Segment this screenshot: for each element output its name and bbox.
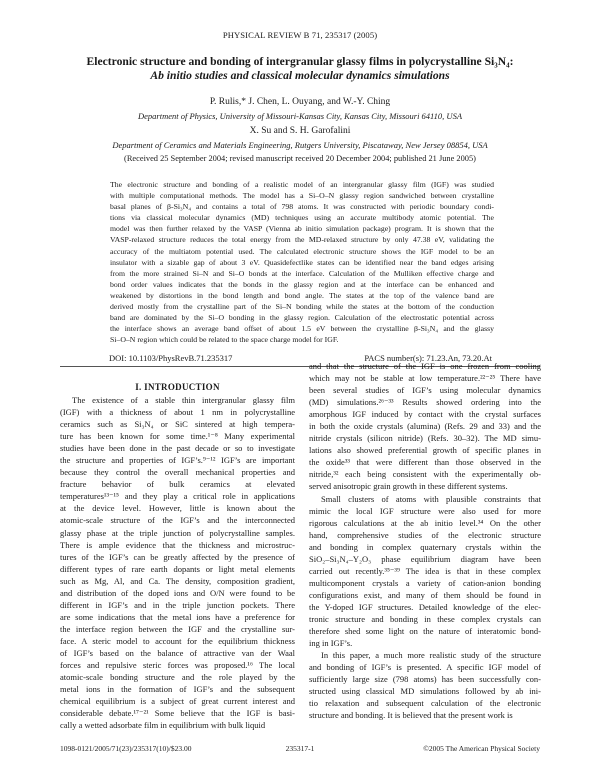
text-line: There is ample evidence that the thickness and microstruc- — [60, 539, 295, 550]
text-line: such as Mg, Al, and Ca. The density, composition gradient, — [60, 575, 295, 586]
text-line: forces and repulsive steric forces was proposed.¹⁶ The local — [60, 660, 295, 671]
text-line: face. A steric model to account for the equilibrium thickness — [60, 635, 295, 646]
text-line: studies have been done in the past decade or so to investigate — [60, 443, 295, 454]
text-line: the Y-doped IGF structures. Detailed knowledge of the elec- — [309, 601, 541, 612]
text-line: mimic the local IGF structure were also used for more — [309, 505, 541, 516]
title-rest-part: studies and classical molecular dynamics simulations — [191, 69, 450, 83]
text-line: amorphous IGF induced by contact with the crystal surfaces — [309, 409, 541, 420]
text-line: in both the oxide crystals (alumina) (Refs. 29 and 33) and the — [309, 421, 541, 432]
text-line: chemical equilibrium is a subject of great current interest and — [60, 696, 295, 707]
title-line-2 — [60, 69, 540, 83]
text-line: SiO₂–Si₃N₄–Y₂O₃ phase equilibrium diagram have been — [309, 553, 541, 564]
text-line: structure and bonding. It is believed that the present work is — [309, 710, 513, 721]
text-line: insulator with a sizable gap of about 3 eV. Quasidefectlike states can be identified near the band edges arising — [110, 257, 494, 267]
text-line: tronic structure and bonding in these complex crystals can — [309, 613, 541, 624]
text-line: VASP-relaxed structure reduces the total energy from the MD-relaxed structure by only 47.38 eV, validating the — [110, 235, 494, 245]
text-line: hand, comprehensive studies of the electronic structure — [309, 529, 541, 540]
text-line: the interface shows an average band offset of about 1.5 eV between the crystalline β-Si₃N₄ and the glassy — [110, 324, 494, 334]
text-line: multicomponent crystals a variety of cation-anion bonding — [309, 577, 541, 588]
text-line: and distribution of the doped ions and O/N were found to be — [60, 587, 295, 598]
text-line: rigorous calculations at the ab initio level.³⁴ On the other — [309, 517, 541, 528]
section-heading: I. INTRODUCTION — [135, 382, 220, 392]
text-line: therefore shed some light on the nature of interatomic bond- — [309, 626, 541, 637]
text-line: lations also showed preferential growth of specific planes in — [309, 445, 541, 456]
text-line: sufficiently large size (798 atoms) has been successfully con- — [309, 674, 541, 685]
right-column — [309, 360, 541, 721]
running-head: PHYSICAL REVIEW B 71, 235317 (2005) — [222, 30, 378, 40]
text-line: basal planes of β-Si₃N₄ and contains a total of 798 atoms. It was constructed with periodic boundary condi- — [110, 202, 494, 212]
text-line: glassy phase at the triple junction of polycrystalline samples. — [60, 527, 295, 538]
text-line: accuracy of the multiatom potential used. The calculated electronic structure shows the IGF model to be an — [110, 246, 494, 256]
text-line: different types of rare earth dopants or light metal elements — [60, 563, 295, 574]
text-line: with multiple computational methods. The model has a Si–O–N glassy region sandwiched between crystalline — [110, 191, 494, 201]
text-line: In this paper, a much more realistic study of the structure — [321, 650, 541, 661]
text-line: tures of the IGF’s can be greatly affected by the presence of — [60, 551, 295, 562]
text-line: ceramics such as Si₃N₄ or SiC sintered at high tempera- — [60, 419, 295, 430]
text-line: cally a wetted adsorbate film in equilibrium with bulk liquid — [60, 720, 266, 731]
text-line: tio relaxation and subsequent calculation of the electronic — [309, 698, 541, 709]
text-line: the structure and properties of IGF’s.⁹⁻¹² IGF’s are important — [60, 455, 295, 466]
text-line: different in IGF’s and in the triple junction pockets. There — [60, 599, 295, 610]
authors-group-1: P. Rulis,* J. Chen, L. Ouyang, and W.-Y. Ching — [209, 97, 391, 107]
text-line: and bonding in complex quaternary crystals within the — [309, 541, 541, 552]
text-line: structed using classical MD simulations followed by ab ini- — [309, 686, 541, 697]
affiliation-2: Department of Ceramics and Materials Engineering, Rutgers University, Piscataway, New Jersey 08854, USA — [112, 140, 488, 150]
text-line: atomic-scale structure of the IGF’s and the interconnected — [60, 515, 295, 526]
text-line: nitride,³² each being consistent with the experimentally ob- — [309, 469, 541, 480]
text-line: which may not be stable at low temperature.²²⁻²⁵ There have — [309, 373, 541, 384]
text-line: derived mostly from the crystalline part of the Si–N bonding while the states at the bottom of the conduction — [110, 302, 494, 312]
footer-page-number: 235317-1 — [285, 744, 315, 753]
text-line: nitride crystals (silicon nitride) (Refs. 30–32). The MD simu- — [309, 433, 541, 444]
text-line: (MD) simulations.²⁶⁻³³ Results showed ordering into the — [309, 397, 541, 408]
text-line: and bonding of IGF’s is presented. A specific IGF model of — [309, 662, 541, 673]
text-line: and that the structure of the IGF is one frozen from cooling — [309, 361, 541, 371]
footer-issn: 1098-0121/2005/71(23)/235317(10)/$23.00 — [60, 744, 192, 753]
text-line: configurations exist, and many of them should be found in — [309, 589, 541, 600]
text-line: The electronic structure and bonding of a realistic model of an intergranular glassy film (IGF) was studied — [110, 180, 494, 189]
text-line: weakened by distortions in the bond length and bond angle. The states at the top of the valence band are — [110, 290, 494, 300]
text-line: Small clusters of atoms with plausible constraints that — [321, 493, 541, 504]
text-line: carried out recently.³⁵⁻³⁹ The idea is that in these complex — [309, 565, 541, 576]
pacs-numbers: PACS number(s): 71.23.An, 73.20.At — [364, 353, 492, 363]
text-line: ing in IGF’s. — [309, 638, 353, 649]
text-line: model was then further relaxed by the VASP (Vienna ab initio simulation package) program. It is shown that the — [110, 224, 494, 234]
text-line: metal ions in the formation of IGF’s and the subsequent — [60, 684, 295, 695]
text-line: of IGF’s based on the balance of attractive van der Waal — [60, 647, 295, 658]
text-line: (IGF) with a thickness of about 1 nm in polycrystalline — [60, 407, 295, 418]
text-line: temperatures¹³⁻¹⁵ and they play a critical role in applications — [60, 491, 295, 502]
authors-group-2: X. Su and S. H. Garofalini — [249, 126, 351, 136]
footer-copyright: ©2005 The American Physical Society — [423, 744, 540, 753]
text-line: tions via classical molecular dynamics (MD) techniques using an accurate multibody atomic potential. The — [110, 213, 494, 223]
text-line: served anisotropic grain growth in these different systems. — [309, 481, 508, 492]
text-line: band are dominated by the Si–O bonding in the glassy region. Calculation of the electrostatic potential across — [110, 313, 494, 323]
text-line: fracture behavior of bulk ceramics at elevated — [60, 479, 295, 490]
text-line: been several studies of IGF’s using molecular dynamics — [309, 385, 541, 396]
text-line: the oxide³³ that were different than those observed in the — [309, 457, 541, 468]
left-column — [60, 394, 295, 731]
text-line: ture has been known for some time.¹⁻⁸ Many experimental — [60, 431, 295, 442]
doi: DOI: 10.1103/PhysRevB.71.235317 — [109, 353, 233, 363]
text-line: Si–O–N region which could be related to the space charge model for IGF. — [110, 335, 339, 345]
text-line: atomic-scale bonding structure and the role played by the — [60, 672, 295, 683]
title-italic-part: Ab initio — [150, 69, 192, 83]
received-dates: (Received 25 September 2004; revised manuscript received 20 December 2004; published 21 June 2005) — [124, 154, 476, 163]
text-line: because they control the overall mechanical properties and — [60, 467, 295, 478]
affiliation-1: Department of Physics, University of Missouri-Kansas City, Kansas City, Missouri 64110, USA — [137, 111, 463, 121]
text-line: bond order values indicates that the bonds in the glassy region and at the interface can be enhanced and — [110, 279, 494, 289]
title-line-1: Electronic structure and bonding of intergranular glassy films in polycrystalline Si₃N₄: — [86, 55, 514, 68]
text-line: from the more strained Si–N and Si–O bonds at the interface. Calculation of the Mulliken effective charge and — [110, 268, 494, 278]
text-line: considerable debate.¹⁷⁻²¹ Some believe that the IGF is basi- — [60, 708, 295, 719]
abstract — [110, 179, 494, 345]
text-line: at the device level. However, little is known about the — [60, 503, 295, 514]
text-line: are some indications that the metal ions have a preference for — [60, 611, 295, 622]
text-line: the interface region between the IGF and the crystalline sur- — [60, 623, 295, 634]
paper-title — [60, 55, 540, 84]
text-line: The existence of a stable thin intergranular glassy film — [72, 395, 295, 405]
